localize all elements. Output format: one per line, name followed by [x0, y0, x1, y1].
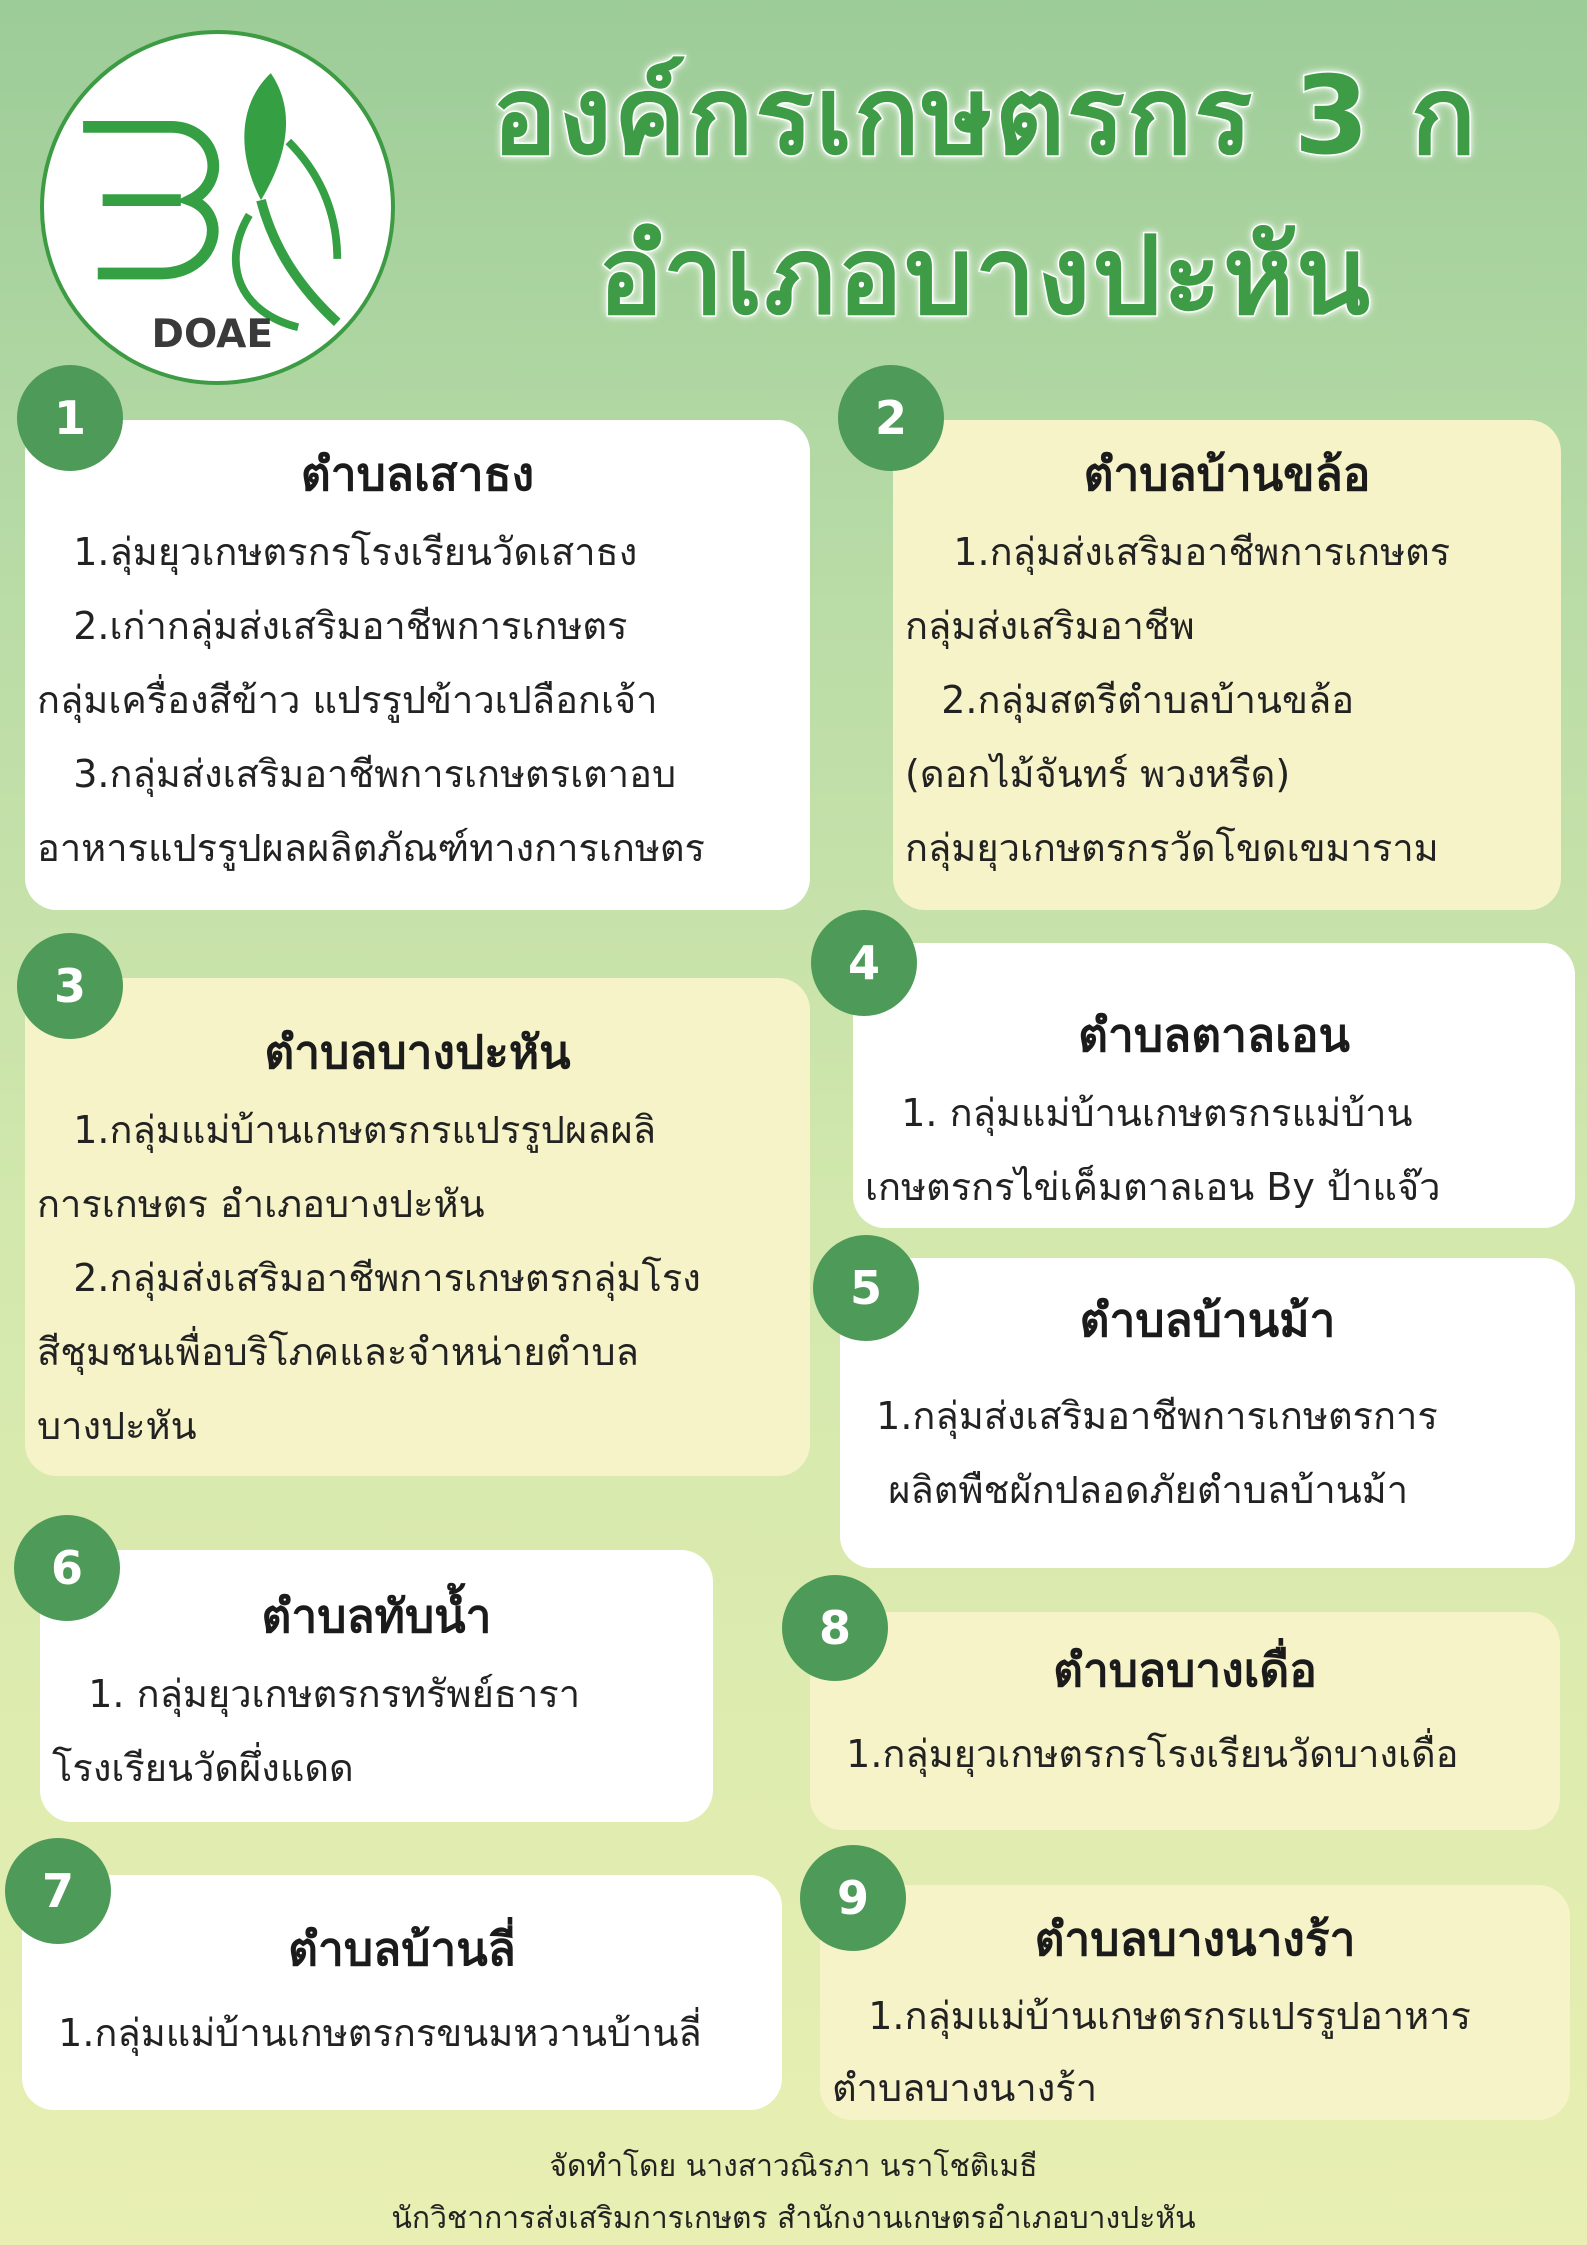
card-title: ตำบลบางเดื่อ — [1053, 1643, 1317, 1697]
card-thap-nam — [40, 1550, 713, 1822]
card-body: 1.กลุ่มแม่บ้านเกษตรกรขนมหวานบ้านลี่ — [34, 2011, 702, 2055]
number-badge-8: 8 — [782, 1575, 888, 1681]
card-title: ตำบลบ้านขล้อ — [1083, 447, 1371, 501]
card-body: 1.ลุ่มยุวเกษตรกรโรงเรียนวัดเสาธง 2.เก่ากลุ่มส่งเสริมอาชีพการเกษตร กลุ่มเครื่องสีข้าว แปรรูปข้าวเปลือกเจ้า 3.กลุ่มส่งเสริมอาชีพการเกษตรเตาอบ อาหารแปรรูปผลผลิตภัณฑ์ทางการเกษตร — [37, 530, 705, 870]
card-body: 1.กลุ่มแม่บ้านเกษตรกรแปรรูปผลผลิ การเกษตร อำเภอบางปะหัน 2.กลุ่มส่งเสริมอาชีพการเกษตรกลุ่มโรง สีชุมชนเพื่อบริโภคและจำหน่ายตำบล บางปะหัน — [37, 1108, 701, 1448]
card-title: ตำบลบางนางร้า — [1034, 1912, 1356, 1966]
card-body: 1. กลุ่มยุวเกษตรกรทรัพย์ธารา โรงเรียนวัดผึ่งแดด — [52, 1672, 581, 1790]
number-badge-9: 9 — [800, 1845, 906, 1951]
number-badge-1: 1 — [17, 365, 123, 471]
number-badge-3: 3 — [17, 933, 123, 1039]
number-badge-4: 4 — [811, 910, 917, 1016]
card-ban-li — [22, 1875, 782, 2110]
logo-text: DOAE — [151, 311, 274, 357]
card-saothong — [25, 420, 810, 910]
card-body: 1.กลุ่มส่งเสริมอาชีพการเกษตรการ ผลิตพืชผักปลอดภัยตำบลบ้านม้า — [876, 1394, 1438, 1512]
card-ban-khlo — [893, 420, 1561, 910]
card-title: ตำบลเสาธง — [300, 447, 535, 501]
footer-credit: จัดทำโดย นางสาวณิรภา นราโชติเมธี — [549, 2149, 1038, 2184]
number-badge-5: 5 — [813, 1235, 919, 1341]
card-title: ตำบลตาลเอน — [1078, 1008, 1350, 1062]
card-ban-ma — [840, 1258, 1575, 1568]
card-body: 1.กลุ่มแม่บ้านเกษตรกรแปรรูปอาหาร ตำบลบางนางร้า — [832, 1994, 1471, 2110]
card-title: ตำบลบางปะหัน — [264, 1025, 571, 1079]
card-bang-duea — [810, 1612, 1560, 1830]
card-bang-pahan — [25, 978, 810, 1476]
card-bang-nang-ra — [820, 1885, 1570, 2120]
doae-logo-icon — [44, 34, 391, 381]
number-badge-2: 2 — [838, 365, 944, 471]
title-line-1: องค์กรเกษตรกร 3 ก — [491, 54, 1479, 179]
number-badge-6: 6 — [14, 1515, 120, 1621]
title-line-2: อำเภอบางปะหัน — [598, 214, 1372, 339]
footer-position: นักวิชาการส่งเสริมการเกษตร สำนักงานเกษตรอำเภอบางปะหัน — [391, 2201, 1196, 2236]
doae-logo — [40, 30, 395, 385]
card-body: 1.กลุ่มส่งเสริมอาชีพการเกษตร กลุ่มส่งเสริมอาชีพ 2.กลุ่มสตรีตำบลบ้านขล้อ (ดอกไม้จันทร์ พวงหรีด) กลุ่มยุวเกษตรกรวัดโขดเขมาราม — [905, 530, 1451, 870]
card-title: ตำบลบ้านม้า — [1079, 1293, 1336, 1347]
card-title: ตำบลทับน้ำ — [261, 1589, 492, 1643]
card-tan-en — [853, 943, 1575, 1228]
card-title: ตำบลบ้านลี่ — [288, 1922, 516, 1976]
number-badge-7: 7 — [5, 1838, 111, 1944]
card-body: 1. กลุ่มแม่บ้านเกษตรกรแม่บ้าน เกษตรกรไข่เค็มตาลเอน By ป้าแจ๊ว — [865, 1091, 1441, 1209]
card-body: 1.กลุ่มยุวเกษตรกรโรงเรียนวัดบางเดื่อ — [822, 1732, 1459, 1776]
